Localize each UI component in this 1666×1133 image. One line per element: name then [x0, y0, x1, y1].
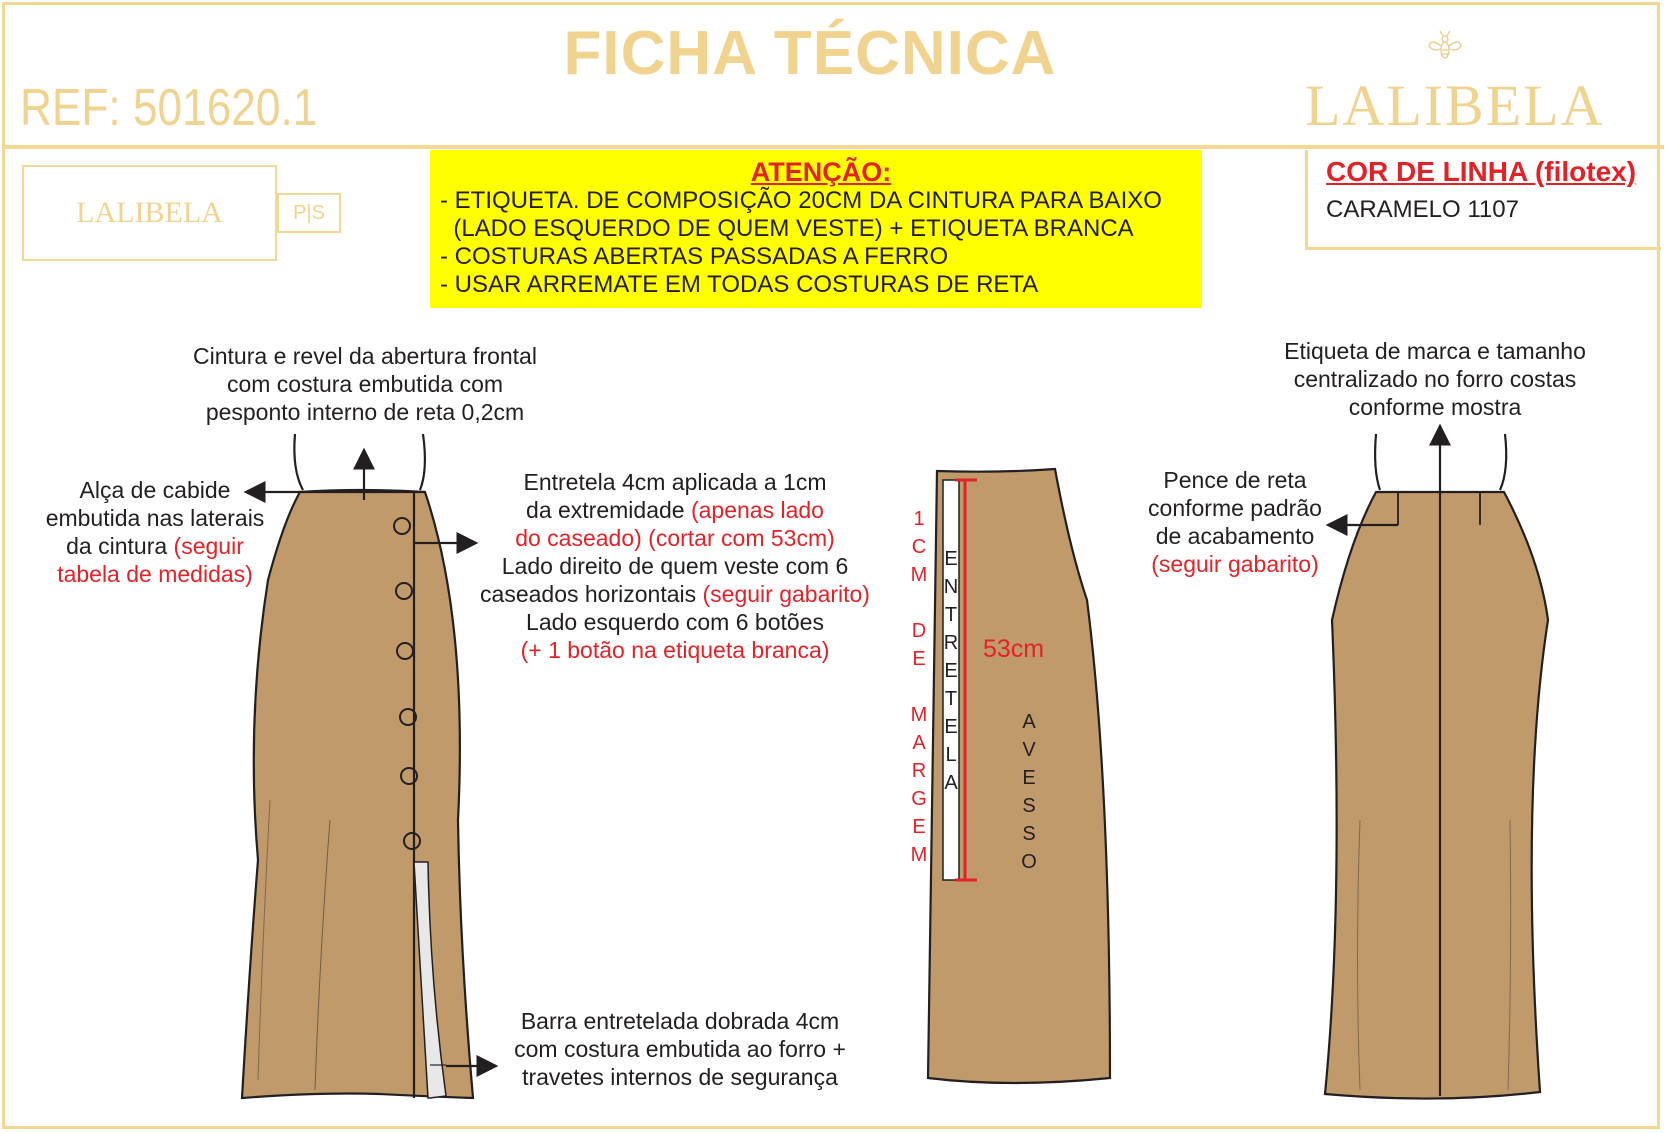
interfacing-letter: N — [943, 576, 959, 598]
interfacing-vertical-label — [940, 545, 962, 797]
brand-label-note — [1255, 337, 1615, 421]
note-line-red: do caseado) (cortar com 53cm) — [515, 525, 835, 551]
attention-line: - ETIQUETA. DE COMPOSIÇÃO 20CM DA CINTURA PARA BAIXO — [440, 187, 1162, 214]
attention-line: - COSTURAS ABERTAS PASSADAS A FERRO — [440, 243, 949, 270]
margin-letter: E — [912, 816, 926, 838]
hem-note — [490, 1007, 870, 1091]
note-line-red: (seguir — [173, 533, 244, 559]
brand-label-sample: LALIBELA — [22, 165, 277, 261]
note-line: Lado direito de quem veste com 6 — [501, 553, 849, 579]
attention-line: - USAR ARREMATE EM TODAS COSTURAS DE RETA — [440, 271, 1039, 298]
reverse-letter: E — [1022, 767, 1036, 789]
note-line-red: (+ 1 botão na etiqueta branca) — [520, 637, 830, 663]
note-line: de acabamento — [1155, 523, 1315, 549]
margin-letter: 1 — [913, 508, 925, 530]
interfacing-letter: E — [944, 660, 958, 682]
attention-heading: ATENÇÃO: — [750, 157, 892, 187]
reverse-letter: A — [1022, 711, 1036, 733]
note-line: Entretela 4cm aplicada a 1cm — [523, 469, 827, 495]
interfacing-letter: E — [944, 548, 958, 570]
note-line-red: tabela de medidas) — [57, 561, 253, 587]
waist-note — [175, 342, 555, 426]
note-line: Lado esquerdo com 6 botões — [526, 609, 824, 635]
thread-color-value: CARAMELO 1107 — [1326, 196, 1519, 223]
margin-letter — [910, 589, 928, 617]
brand-logo: LALIBELA — [1305, 73, 1605, 138]
note-line: embutida nas laterais — [45, 505, 265, 531]
reverse-letter: O — [1021, 851, 1037, 873]
note-line: com costura embutida com — [226, 371, 504, 397]
margin-letter — [910, 673, 928, 701]
reverse-letter: V — [1022, 739, 1036, 761]
note-line: travetes internos de segurança — [522, 1064, 838, 1090]
note-line-red: (seguir gabarito) — [1151, 551, 1319, 577]
note-line: Pence de reta — [1163, 467, 1307, 493]
margin-letter: R — [911, 760, 927, 782]
margin-letter: A — [912, 732, 926, 754]
note-line: Barra entretelada dobrada 4cm — [520, 1008, 840, 1034]
hanger-loop-note — [30, 476, 280, 588]
interfacing-letter: T — [944, 688, 958, 710]
reference-code: REF: 501620.1 — [20, 79, 318, 137]
interfacing-note — [455, 468, 895, 664]
margin-letter: C — [911, 536, 927, 558]
margin-vertical-label — [910, 505, 928, 869]
size-label-sample: P|S — [277, 193, 341, 233]
interfacing-letter: A — [944, 772, 958, 794]
margin-letter: D — [911, 620, 927, 642]
reverse-letter: S — [1022, 795, 1036, 817]
margin-letter: E — [912, 648, 926, 670]
margin-letter: G — [911, 788, 927, 810]
note-line: com costura embutida ao forro + — [514, 1036, 846, 1062]
note-line: conforme padrão — [1148, 495, 1322, 521]
interfacing-letter: T — [944, 604, 958, 626]
reverse-letter: S — [1022, 823, 1036, 845]
reverse-side-vertical-label — [1018, 708, 1040, 876]
note-line: da cintura — [66, 533, 174, 559]
note-line: caseados horizontais — [480, 581, 703, 607]
thread-color-heading: COR DE LINHA (filotex) — [1326, 156, 1637, 187]
note-line: Etiqueta de marca e tamanho — [1284, 338, 1586, 364]
interfacing-letter: R — [943, 632, 959, 654]
interfacing-letter: L — [945, 744, 957, 766]
note-line: centralizado no forro costas — [1293, 366, 1577, 392]
margin-letter: M — [910, 564, 928, 586]
dart-note — [1120, 466, 1350, 578]
margin-letter: M — [910, 844, 928, 866]
page-title: FICHA TÉCNICA — [563, 19, 1057, 88]
interfacing-letter: E — [944, 716, 958, 738]
note-line-red: (seguir gabarito) — [702, 581, 870, 607]
back-skirt — [1325, 434, 1548, 1099]
margin-letter: M — [910, 704, 928, 726]
attention-line: (LADO ESQUERDO DE QUEM VESTE) + ETIQUETA BRANCA — [440, 215, 1134, 242]
note-line: Cintura e revel da abertura frontal — [193, 343, 537, 369]
note-line: conforme mostra — [1348, 394, 1522, 420]
length-measure: 53cm — [983, 635, 1045, 663]
note-line: da extremidade — [526, 497, 691, 523]
note-line: pesponto interno de reta 0,2cm — [205, 399, 525, 425]
note-line-red: (apenas lado — [690, 497, 824, 523]
note-line: Alça de cabide — [79, 477, 231, 503]
